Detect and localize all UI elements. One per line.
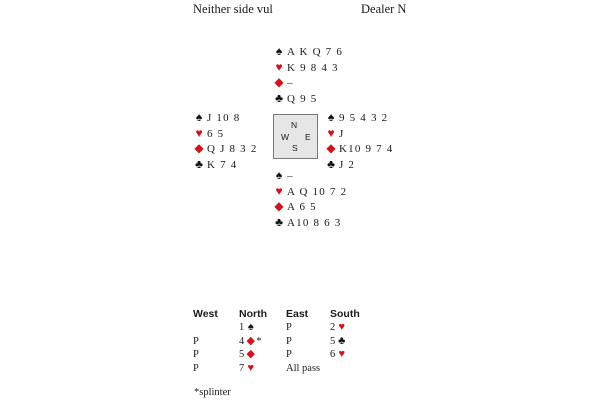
bid-text: P: [286, 349, 292, 360]
diamonds-icon: ◆: [326, 141, 336, 155]
hearts-icon: ♥: [338, 348, 346, 360]
north-clubs-cards: Q 9 5: [287, 92, 318, 105]
auction-bid: [239, 362, 256, 375]
hearts-icon: ♥: [327, 125, 335, 140]
clubs-icon: ♣: [275, 214, 283, 229]
clubs-icon: ♣: [195, 156, 203, 171]
south-diamonds-cards: A 6 5: [287, 201, 317, 213]
bid-text: P: [286, 335, 292, 347]
east-clubs-cards: J 2: [339, 158, 356, 171]
north-diamonds-cards: –: [287, 77, 294, 89]
east-hearts-row: [325, 126, 344, 141]
bid-text: 2: [330, 322, 336, 333]
diamonds-icon: ◆: [246, 334, 255, 347]
compass-box: [273, 114, 318, 159]
auction-bid: [193, 348, 199, 361]
north-spades-cards: A K Q 7 6: [287, 46, 344, 58]
compass-east: E: [305, 132, 311, 142]
south-clubs-row: [273, 215, 342, 230]
vulnerability-label: Neither side vul: [193, 2, 273, 16]
east-spades-cards: 9 5 4 3 2: [339, 112, 389, 124]
bid-text: P: [193, 349, 199, 360]
bid-text: P: [286, 322, 292, 333]
auction-bid: [286, 348, 292, 361]
north-diamonds-row: [273, 75, 294, 90]
compass-south: S: [292, 143, 298, 153]
west-clubs-cards: K 7 4: [207, 158, 238, 171]
hearts-icon: ♥: [195, 125, 203, 140]
spades-icon: ♠: [327, 110, 335, 124]
spades-icon: ♠: [247, 321, 254, 333]
spades-icon: ♠: [275, 44, 283, 58]
clubs-icon: ♣: [338, 334, 346, 347]
auction-header-west: West: [193, 308, 218, 320]
west-clubs-row: [193, 157, 237, 172]
west-spades-row: [193, 110, 240, 125]
auction-bid: [239, 335, 262, 348]
auction-bid: [330, 321, 347, 334]
south-spades-cards: –: [287, 170, 294, 182]
diamonds-icon: ◆: [194, 141, 204, 155]
auction-bid: [193, 362, 199, 375]
north-hearts-cards: K 9 8 4 3: [287, 61, 339, 74]
auction-bid: [286, 335, 292, 348]
auction-bid: [193, 335, 199, 348]
east-diamonds-cards: K10 9 7 4: [339, 143, 394, 155]
bid-text: 4: [239, 335, 245, 347]
diamonds-icon: ◆: [274, 75, 284, 89]
bid-text: P: [193, 362, 199, 374]
dealer-label: Dealer N: [361, 2, 407, 16]
auction-bid: [330, 335, 347, 348]
north-hearts-row: [273, 60, 339, 75]
spades-icon: ♠: [195, 110, 203, 124]
hearts-icon: ♥: [275, 183, 283, 198]
auction-bid: [330, 348, 347, 361]
footnote: *splinter: [194, 387, 231, 398]
south-hearts-row: [273, 184, 347, 199]
spades-icon: ♠: [275, 168, 283, 182]
south-spades-row: [273, 168, 294, 183]
south-clubs-cards: A10 8 6 3: [287, 216, 342, 229]
north-spades-row: [273, 44, 343, 59]
bid-text: 5: [330, 335, 336, 347]
clubs-icon: ♣: [275, 90, 283, 105]
diamonds-icon: ◆: [274, 199, 284, 213]
auction-bid: [286, 362, 320, 375]
bid-text: 1: [239, 322, 245, 333]
west-spades-cards: J 10 8: [207, 112, 241, 124]
auction-header-north: North: [239, 308, 267, 320]
north-clubs-row: [273, 91, 317, 106]
bid-text: All pass: [286, 362, 321, 374]
compass-north: N: [291, 120, 298, 130]
hearts-icon: ♥: [247, 361, 255, 374]
west-hearts-cards: 6 5: [207, 127, 225, 140]
auction-bid: [286, 321, 292, 334]
east-hearts-cards: J: [339, 127, 345, 140]
bid-annotation: *: [256, 335, 262, 347]
west-diamonds-cards: Q J 8 3 2: [207, 143, 258, 155]
auction-bid: [239, 321, 256, 334]
diamonds-icon: ◆: [246, 348, 255, 360]
hearts-icon: ♥: [275, 59, 283, 74]
east-clubs-row: [325, 157, 355, 172]
west-hearts-row: [193, 126, 224, 141]
compass-west: W: [281, 132, 290, 142]
auction-bid: [239, 348, 256, 361]
auction-header-east: East: [286, 308, 309, 320]
east-spades-row: [325, 110, 388, 125]
west-diamonds-row: [193, 141, 258, 156]
bid-text: 5: [239, 349, 245, 360]
south-diamonds-row: [273, 199, 317, 214]
hearts-icon: ♥: [338, 321, 346, 333]
clubs-icon: ♣: [327, 156, 335, 171]
east-diamonds-row: [325, 141, 394, 156]
bid-text: 7: [239, 362, 245, 374]
south-hearts-cards: A Q 10 7 2: [287, 185, 348, 198]
auction-header-south: South: [330, 308, 360, 320]
bid-text: P: [193, 335, 199, 347]
bid-text: 6: [330, 349, 336, 360]
